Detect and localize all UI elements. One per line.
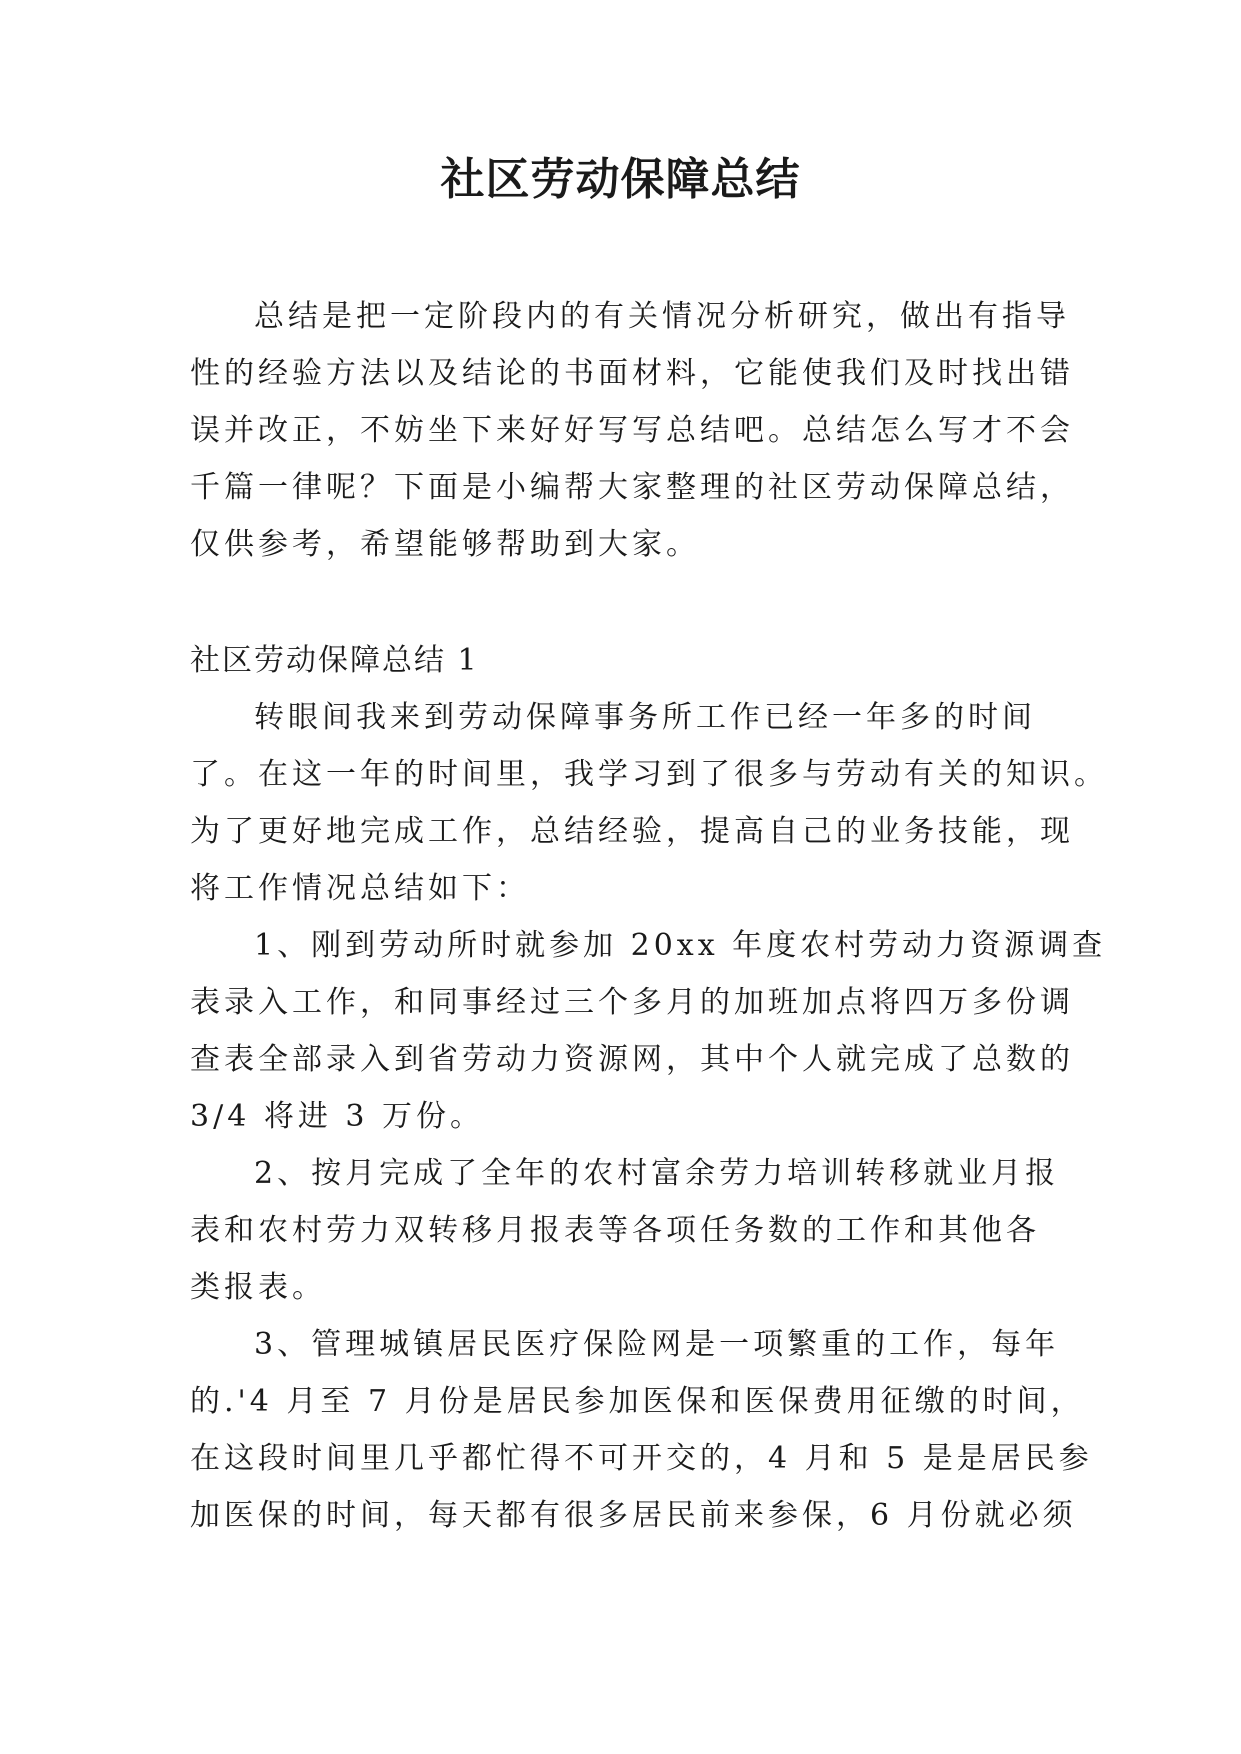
section-line: 在这段时间里几乎都忙得不可开交的，4 月和 5 是是居民参 [190, 1441, 1093, 1476]
document-title: 社区劳动保障总结 [440, 154, 801, 205]
section-line: 加医保的时间，每天都有很多居民前来参保，6 月份就必须 [190, 1498, 1077, 1533]
section-line: 1、刚到劳动所时就参加 20xx 年度农村劳动力资源调查 [254, 928, 1107, 963]
section-line: 查表全部录入到省劳动力资源网，其中个人就完成了总数的 [190, 1042, 1074, 1077]
intro-line: 性的经验方法以及结论的书面材料，它能使我们及时找出错 [190, 356, 1074, 391]
section-line: 3/4 将进 3 万份。 [190, 1099, 484, 1134]
section-line: 3、管理城镇居民医疗保险网是一项繁重的工作，每年 [254, 1327, 1060, 1362]
intro-line: 误并改正，不妨坐下来好好写写总结吧。总结怎么写才不会 [190, 413, 1074, 448]
section-line: 转眼间我来到劳动保障事务所工作已经一年多的时间 [254, 700, 1036, 735]
section-line: 的.'4 月至 7 月份是居民参加医保和医保费用征缴的时间， [190, 1384, 1085, 1419]
section-line: 表和农村劳力双转移月报表等各项任务数的工作和其他各 [190, 1213, 1040, 1248]
intro-line: 千篇一律呢？下面是小编帮大家整理的社区劳动保障总结， [190, 470, 1074, 505]
intro-paragraph [190, 288, 1074, 573]
intro-line: 仅供参考，希望能够帮助到大家。 [190, 527, 700, 562]
section-line: 类报表。 [190, 1270, 326, 1305]
section-1 [190, 632, 1108, 1544]
section-line: 将工作情况总结如下： [190, 871, 530, 906]
section-line: 了。在这一年的时间里，我学习到了很多与劳动有关的知识。 [190, 757, 1108, 792]
section-line: 表录入工作，和同事经过三个多月的加班加点将四万多份调 [190, 985, 1074, 1020]
section-line: 2、按月完成了全年的农村富余劳力培训转移就业月报 [254, 1156, 1060, 1191]
section-heading: 社区劳动保障总结 1 [190, 643, 479, 678]
intro-line: 总结是把一定阶段内的有关情况分析研究，做出有指导 [254, 299, 1070, 334]
section-line: 为了更好地完成工作，总结经验，提高自己的业务技能，现 [190, 814, 1074, 849]
